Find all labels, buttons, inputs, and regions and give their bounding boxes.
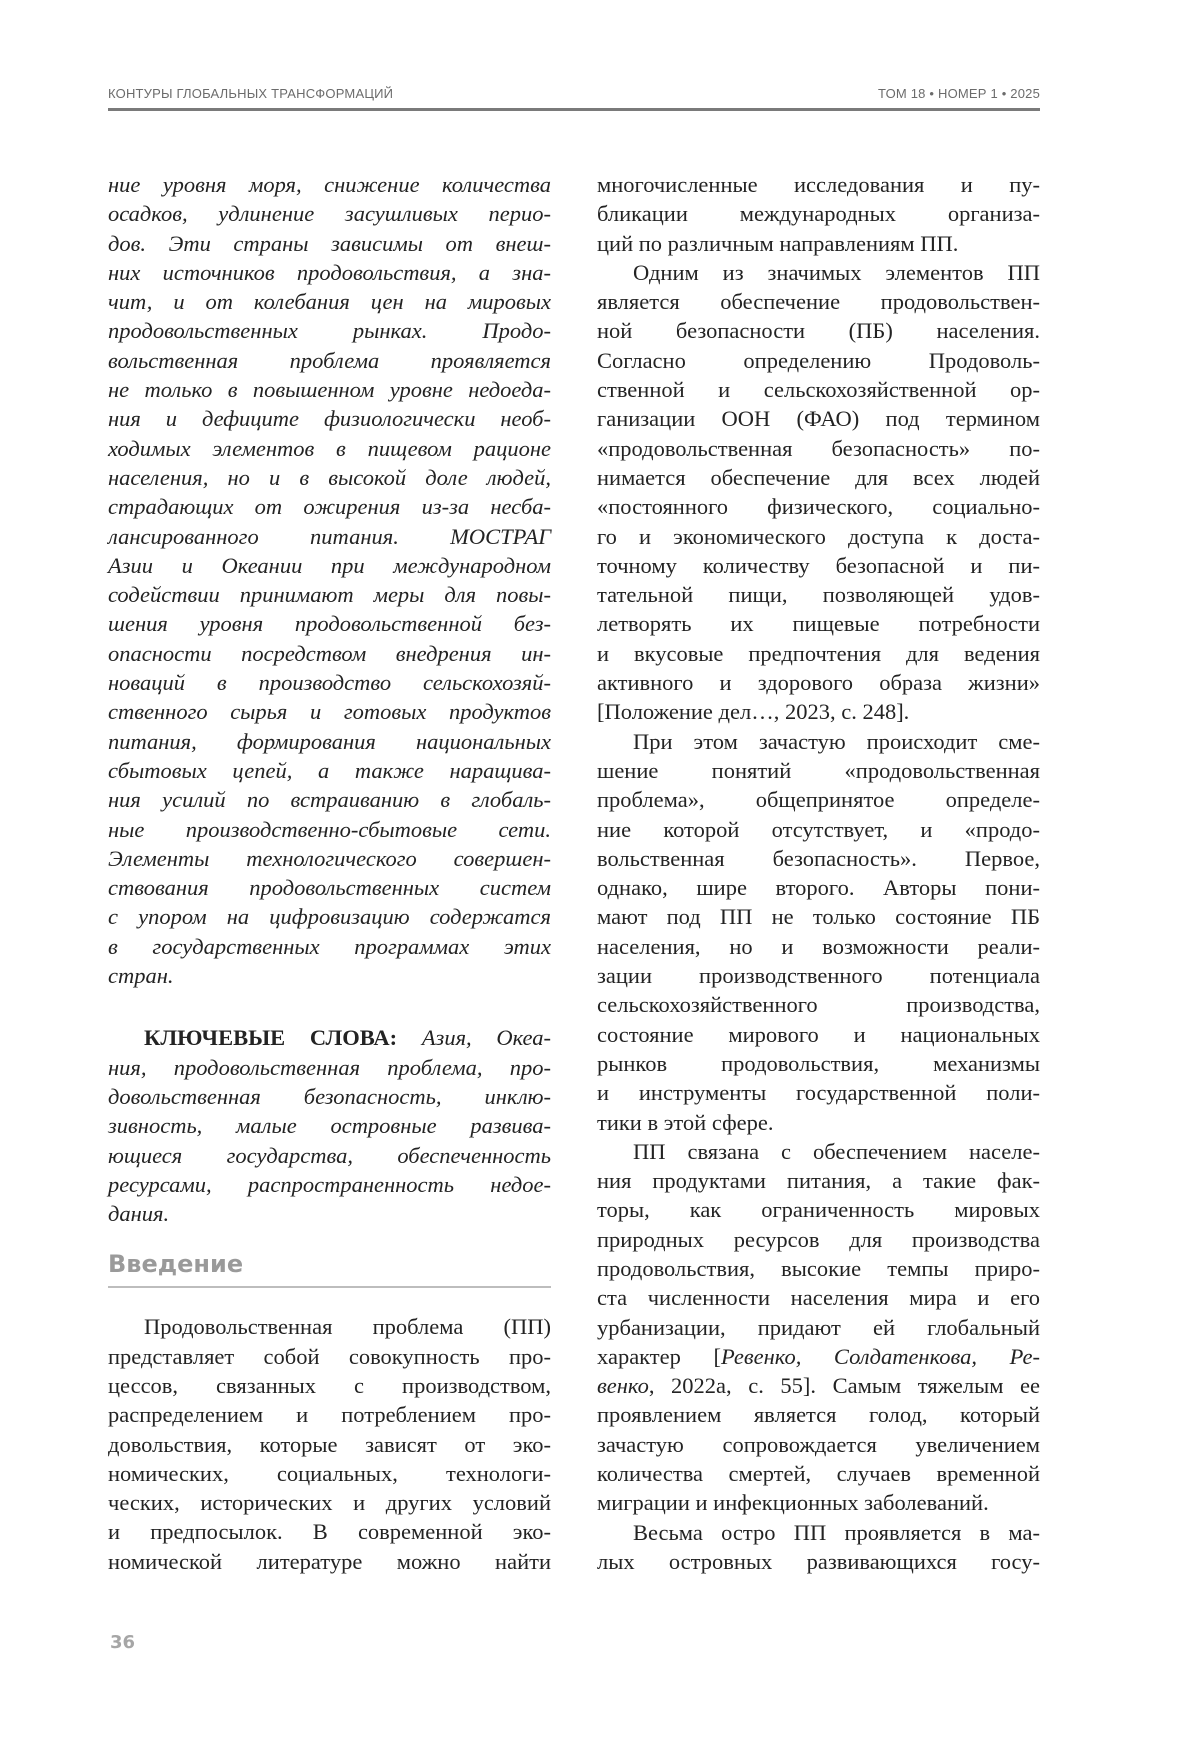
text-line: точному количеству безопасной и пи- (597, 552, 1040, 578)
text-line: Согласно определению Продоволь- (597, 347, 1040, 373)
text-line: стран. (108, 963, 174, 989)
text-line: осадков, удлинение засушливых перио- (108, 201, 551, 227)
text-line: ния усилий по встраиванию в глобаль- (108, 787, 551, 813)
text-line: Одним из значимых элементов ПП (633, 259, 1040, 285)
text-line: номических, социальных, технологи- (108, 1460, 551, 1486)
text-line: населения, но и возможности реали- (597, 933, 1040, 959)
text-line: количества смертей, случаев временной (597, 1461, 1040, 1487)
text-line: шение понятий «продовольственная (597, 757, 1040, 783)
text-line: представляет собой совокупность про- (108, 1343, 551, 1369)
text-line: бликации международных организа- (597, 201, 1040, 227)
text-line: лансированного питания. МОСТРАГ (108, 523, 551, 549)
page-number: 36 (110, 1632, 136, 1653)
text-line (597, 1371, 1040, 1400)
keywords-first-line (108, 1023, 551, 1052)
text-line: с упором на цифровизацию содержатся (108, 904, 551, 930)
text-line: зации производственного потенциала (597, 963, 1040, 989)
text-line: страдающих от ожирения из-за несба- (108, 494, 551, 520)
text-line: продовольствия, высокие темпы приро- (597, 1255, 1040, 1281)
text-line: и инструменты государственной поли- (597, 1080, 1040, 1106)
paragraph (597, 1518, 1040, 1577)
text-line: ние уровня моря, снижение количества (108, 172, 551, 197)
text-line: тательной пищи, позволяющей удов- (597, 582, 1040, 608)
text-line: опасности посредством внедрения ин- (108, 640, 551, 666)
text-line: ния продуктами питания, а такие фак- (597, 1168, 1040, 1194)
text-line: проблема», общепринятое определе- (597, 787, 1040, 813)
text-line: рынков продовольствия, механизмы (597, 1050, 1040, 1076)
journal-title: КОНТУРЫ ГЛОБАЛЬНЫХ ТРАНСФОРМАЦИЙ (108, 86, 394, 101)
right-column (597, 170, 1040, 1576)
abstract-text (108, 170, 551, 990)
header-divider (108, 108, 1040, 111)
text-line: цессов, связанных с производством, (108, 1372, 551, 1398)
text-line: содействии принимают меры для повы- (108, 582, 551, 608)
text-line: ственной и сельскохозяйственной ор- (597, 377, 1040, 403)
text-line: сбытовых цепей, а также наращива- (108, 757, 551, 783)
text-line: природных ресурсов для производства (597, 1226, 1040, 1252)
text-line: довольственная безопасность, инклю- (108, 1083, 551, 1109)
keywords-list (108, 1053, 551, 1229)
text-line: ния, продовольственная проблема, про- (108, 1054, 551, 1080)
text-line: распределением и потреблением про- (108, 1402, 551, 1428)
paragraph (597, 170, 1040, 258)
text-line: мают под ПП не только состояние ПБ (597, 904, 1040, 930)
text-line: активного и здорового образа жизни» (597, 670, 1040, 696)
text-line: ходимых элементов в пищевом рационе (108, 435, 551, 461)
text-line: нимается обеспечение для всех людей (597, 464, 1040, 490)
text-line: ПП связана с обеспечением населе- (633, 1138, 1040, 1164)
text-line: При этом зачастую происходит сме- (633, 728, 1040, 754)
running-header (108, 84, 1040, 104)
text-line: миграции и инфекционных заболеваний. (597, 1490, 989, 1516)
text-line: [Положение дел…, 2023, с. 248]. (597, 699, 910, 725)
text-line: и вкусовые предпочтения для ведения (597, 640, 1040, 666)
text-line: ресурсами, распространенность недое- (108, 1171, 551, 1197)
citation-authors: Ревенко, Солдатенкова, Ре- (720, 1343, 1040, 1369)
text-line: питания, формирования национальных (108, 728, 551, 754)
text-line: го и экономического доступа к доста- (597, 523, 1040, 549)
text-line: лых островных развивающихся госу- (597, 1548, 1040, 1574)
text-line: «продовольственная безопасность» по- (597, 435, 1040, 461)
text-line: ствования продовольственных систем (108, 875, 551, 901)
text-line: торы, как ограниченность мировых (597, 1197, 1040, 1223)
text-line: в государственных программах этих (108, 933, 551, 959)
text-line: зивность, малые островные развива- (108, 1113, 551, 1139)
citation-suffix: , 2022а, с. 55]. Самым тяжелым ее (648, 1373, 1040, 1399)
text-line: тики в этой сфере. (597, 1109, 774, 1135)
text-line: вольственная проблема проявляется (108, 347, 551, 373)
text-line: сельскохозяйственного производства, (597, 992, 1040, 1018)
text-line: шения уровня продовольственной без- (108, 611, 551, 637)
text-line: ганизации ООН (ФАО) под термином (597, 406, 1040, 432)
issue-info: ТОМ 18 • НОМЕР 1 • 2025 (878, 86, 1040, 101)
keywords-first-rest: Азия, Океа- (421, 1025, 551, 1051)
text-line: номической литературе можно найти (108, 1548, 551, 1574)
paragraph (597, 258, 1040, 727)
text-line: ной безопасности (ПБ) населения. (597, 318, 1040, 344)
text-line: чит, и от колебания цен на мировых (108, 289, 551, 315)
text-line: «постоянного физического, социально- (597, 494, 1040, 520)
keywords-block (108, 1023, 551, 1228)
text-line: летворять их пищевые потребности (597, 611, 1040, 637)
text-line: не только в повышенном уровне недоеда- (108, 377, 551, 403)
text-line: ста численности населения мира и его (597, 1285, 1040, 1311)
spacer (108, 990, 551, 1023)
text-line (597, 1342, 1040, 1371)
text-line: ные производственно-сбытовые сети. (108, 816, 551, 842)
paragraph (597, 727, 1040, 1137)
text-line: продовольственных рынках. Продо- (108, 318, 551, 344)
text-line: Азии и Океании при международном (108, 552, 551, 578)
text-line: вольственная безопасность». Первое, (597, 845, 1040, 871)
text-line: ственного сырья и готовых продуктов (108, 699, 551, 725)
text-line: ческих, исторических и других условий (108, 1490, 551, 1516)
text-line: ния и дефиците физиологически необ- (108, 406, 551, 432)
text-line: ющиеся государства, обеспеченность (108, 1142, 551, 1168)
text-line: урбанизации, придают ей глобальный (597, 1314, 1040, 1340)
text-line: ций по различным направлениям ПП. (597, 230, 959, 256)
text-line: является обеспечение продовольствен- (597, 289, 1040, 315)
text-line: и предпосылок. В современной эко- (108, 1519, 551, 1545)
text-line: Элементы технологического совершен- (108, 845, 551, 871)
text-line: довольствия, которые зависят от эко- (108, 1431, 551, 1457)
intro-paragraph (108, 1312, 551, 1576)
text-line: многочисленные исследования и пу- (597, 172, 1040, 197)
text-line: новаций в производство сельскохозяй- (108, 670, 551, 696)
text-line: Весьма остро ПП проявляется в ма- (633, 1519, 1040, 1545)
text-line: них источников продовольствия, а зна- (108, 259, 551, 285)
text-line: однако, шире второго. Авторы пони- (597, 875, 1040, 901)
left-column (108, 170, 551, 1576)
keywords-label: КЛЮЧЕВЫЕ СЛОВА: (144, 1025, 398, 1051)
text-line: населения, но и в высокой доле людей, (108, 464, 551, 490)
text-line: зачастую сопровождается увеличением (597, 1431, 1040, 1457)
text-line: состояние мирового и национальных (597, 1021, 1040, 1047)
text-line: дания. (108, 1201, 170, 1227)
section-divider (108, 1286, 551, 1288)
citation-prefix: характер [ (597, 1343, 721, 1369)
paragraph (597, 1137, 1040, 1518)
section-heading-introduction: Введение (108, 1250, 244, 1279)
citation-authors-cont: венко (597, 1373, 649, 1399)
text-line: дов. Эти страны зависимы от внеш- (108, 230, 551, 256)
text-line: проявлением является голод, который (597, 1402, 1040, 1428)
text-line: Продовольственная проблема (ПП) (144, 1314, 551, 1340)
text-line: ние которой отсутствует, и «продо- (597, 816, 1040, 842)
